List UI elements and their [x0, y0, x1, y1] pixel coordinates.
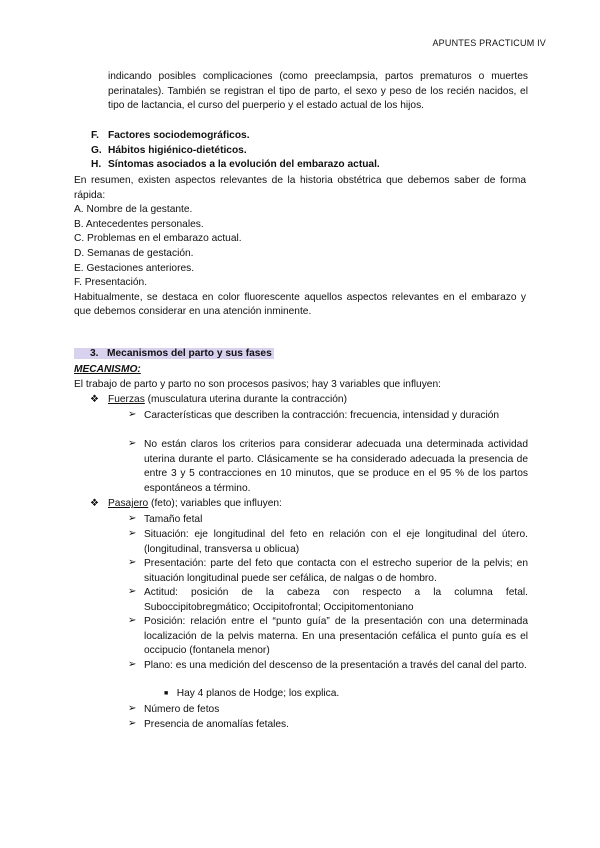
list-item: ➢ Características que describen la contracción: frecuencia, intensidad y duración	[128, 409, 500, 421]
summary-item: E. Gestaciones anteriores.	[74, 262, 195, 274]
list-item: ➢ Presentación: parte del feto que contacta con el estrecho superior de la pelvis; en situación longitudinal puede ser cefálica, de nalgas o de hombro.	[128, 557, 528, 584]
section-heading: 3. Mecanismos del parto y sus fases	[74, 348, 274, 359]
list-item: ➢ No están claros los criterios para considerar adecuada una determinada actividad uterina durante el parto. Clásicamente se ha considerado adecuada la presencia de entre 3 y 5 contracciones en 10 minutos, que se produce en el 95 % de los partos espontáneos a término.	[128, 438, 528, 494]
summary-item: C. Problemas en el embarazo actual.	[74, 233, 242, 245]
arrow-bullet-icon: ➢	[128, 409, 137, 420]
section-intro: El trabajo de parto y parto no son procesos pasivos; hay 3 variables que influyen:	[74, 379, 441, 390]
continuation-paragraph: indicando posibles complicaciones (como preeclampsia, partos prematuros o muertes perinatales). También se registran el tipo de parto, el sexo y peso de los recién nacidos, el tipo de lactancia, el curso del puerperio y el estado actual de los hijos.	[108, 71, 528, 112]
arrow-bullet-icon: ➢	[128, 528, 137, 539]
diamond-bullet-icon: ❖	[90, 394, 100, 405]
summary-item: A. Nombre de la gestante.	[74, 204, 193, 216]
list-item: ■ Hay 4 planos de Hodge; los explica.	[164, 688, 340, 699]
list-item: ➢ Situación: eje longitudinal del feto en relación con el eje longitudinal del útero. (longitudinal, transversa u oblicua)	[128, 528, 528, 555]
lettered-list	[91, 129, 380, 173]
arrow-bullet-icon: ➢	[128, 557, 137, 568]
page-header: APUNTES PRACTICUM IV	[432, 38, 546, 48]
summary-item: D. Semanas de gestación.	[74, 247, 194, 259]
subheading: MECANISMO:	[74, 364, 141, 375]
list-item: ➢ Presencia de anomalías fetales.	[128, 718, 289, 730]
list-item: ➢ Tamaño fetal	[128, 513, 203, 525]
arrow-bullet-icon: ➢	[128, 659, 137, 670]
list-item: ➢ Posición: relación entre el “punto guía” de la presentación con una determinada localización de la pelvis materna. En una presentación cefálica el punto guía es el occipucio (fontanela menor)	[128, 615, 528, 657]
summary-item: B. Antecedentes personales.	[74, 218, 204, 230]
arrow-bullet-icon: ➢	[128, 586, 137, 597]
list-item: ❖ Pasajero (feto); variables que influyen:	[90, 498, 282, 509]
list-item: G. Hábitos higiénico-dietéticos.	[91, 144, 247, 156]
arrow-bullet-icon: ➢	[128, 703, 137, 714]
list-item: ❖ Fuerzas (musculatura uterina durante la contracción)	[90, 394, 347, 405]
arrow-bullet-icon: ➢	[128, 718, 137, 729]
summary-intro: En resumen, existen aspectos relevantes de la historia obstétrica que debemos saber de forma rápida:	[74, 175, 526, 201]
arrow-bullet-icon: ➢	[128, 513, 137, 524]
diamond-bullet-icon: ❖	[90, 498, 100, 509]
list-item: ➢ Actitud: posición de la cabeza con respecto a la columna fetal. Suboccipitobregmático; Occipitofrontal; Occipitomentoniano	[128, 586, 528, 613]
summary-outro: Habitualmente, se destaca en color fluorescente aquellos aspectos relevantes en el embarazo y que debemos considerar en una atención inminente.	[74, 291, 526, 318]
list-item: ➢ Número de fetos	[128, 703, 220, 715]
arrow-bullet-icon: ➢	[128, 438, 137, 449]
list-item: ➢ Plano: es una medición del descenso de la presentación a través del canal del parto.	[128, 659, 527, 671]
list-item: F. Factores sociodemográficos.	[91, 130, 250, 141]
square-bullet-icon: ■	[164, 690, 169, 697]
summary-item: F. Presentación.	[74, 277, 148, 289]
summary-block	[74, 174, 526, 320]
list-item: H. Síntomas asociados a la evolución del embarazo actual.	[91, 159, 380, 171]
arrow-bullet-icon: ➢	[128, 615, 137, 626]
